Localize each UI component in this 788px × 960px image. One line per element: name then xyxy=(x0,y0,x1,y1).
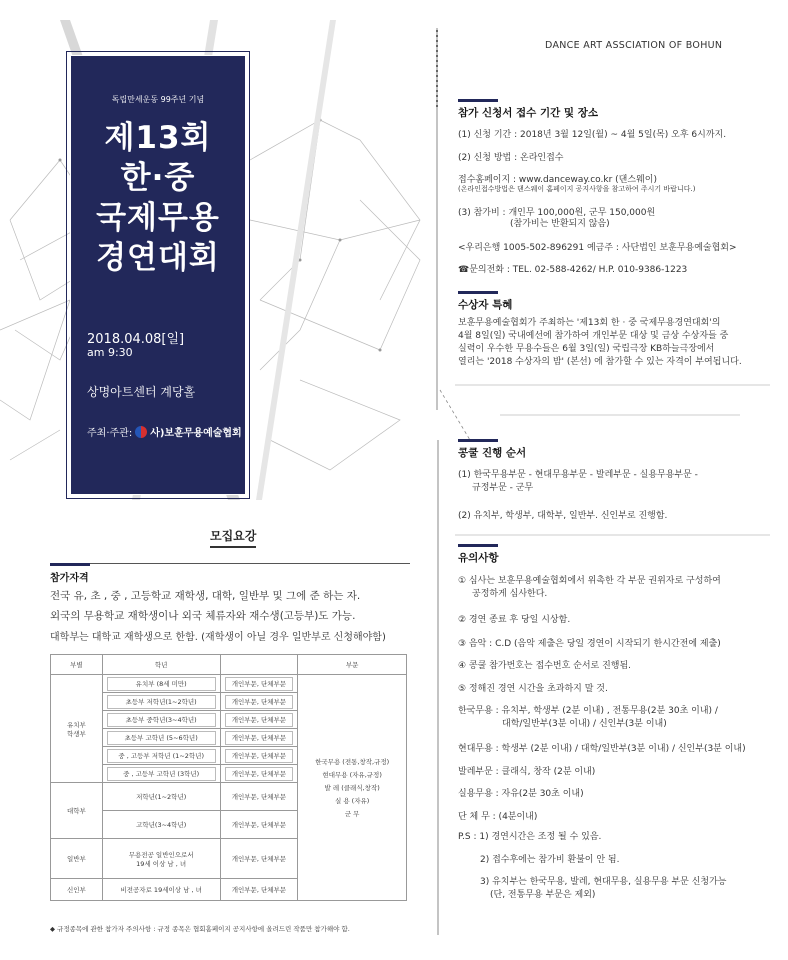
table-section-item: 현대무용 (자유,규정) xyxy=(322,771,382,779)
notes-ballet: 발레부문 : 클래식, 창작 (2분 이내) xyxy=(458,767,596,777)
table-group-kid: 유치부 학생부 xyxy=(51,675,103,783)
table-header-division: 부별 xyxy=(51,655,103,675)
host-org: 사)보훈무용예술협회 xyxy=(150,428,242,439)
table-cell-grade: 초등부 중학년(3~4학년) xyxy=(107,713,216,727)
notes-item3: ③ 음악 : C.D (음악 제출은 당일 경연이 시작되기 한시간전에 제출) xyxy=(458,639,721,649)
table-header-grade: 학년 xyxy=(102,655,220,675)
benefits-line2: 4월 8일(일) 국내예선에 참가하여 개인부문 대상 및 금상 수상자들 중 xyxy=(458,331,729,341)
table-cell-part: 개인부문, 단체부문 xyxy=(225,677,294,691)
hero-subtitle: 독립만세운동 99주년 기념 xyxy=(111,95,205,104)
table-section-item: 한국무용 (전통,창작,규정) xyxy=(315,758,390,766)
order-line1b: 규정부문 - 군무 xyxy=(472,483,534,493)
table-group-univ: 대학부 xyxy=(51,783,103,839)
application-fee: (3) 참가비 : 개인무 100,000원, 군무 150,000원 xyxy=(458,208,656,218)
notes-practical: 실용무용 : 자유(2분 30초 이내) xyxy=(458,789,584,799)
application-title: 참가 신청서 접수 기간 및 장소 xyxy=(458,107,598,119)
notes-modern: 현대무용 : 학생부 (2분 이내) / 대학/일반부(3분 이내) / 신인부(3분 이내) xyxy=(458,744,746,754)
table-cell-grade: 유치부 (8세 미만) xyxy=(107,677,216,691)
table-cell-part: 개인부문, 단체부문 xyxy=(220,839,298,879)
table-cell-grade: 중 , 고등부 고학년 (3학년) xyxy=(107,767,216,781)
recruit-title: 모집요강 xyxy=(210,527,256,548)
table-cell-grade: 초등부 고학년 (5~6학년) xyxy=(107,731,216,745)
event-date: 2018.04.08[일] xyxy=(87,332,185,347)
table-cell-grade: 초등부 저학년(1~2학년) xyxy=(107,695,216,709)
table-cell-grade: 무용전공 일반인으로서 19세 이상 남 , 녀 xyxy=(102,839,220,879)
event-host xyxy=(87,424,242,439)
table-cell-part: 개인부문, 단체부문 xyxy=(225,713,294,727)
application-period: (1) 신청 기간 : 2018년 3월 12일(월) ~ 4월 5일(목) 오후 6시까지. xyxy=(458,130,727,140)
host-label: 주최·주관: xyxy=(87,428,133,439)
table-row xyxy=(51,675,407,693)
order-title: 콩쿨 진행 순서 xyxy=(458,447,527,459)
table-group-new: 신인부 xyxy=(51,879,103,901)
table-group-general: 일반부 xyxy=(51,839,103,879)
application-contact: ☎문의전화 : TEL. 02-588-4262/ H.P. 010-9386-1223 xyxy=(458,265,688,275)
hero-title-line4: 경연대회 xyxy=(96,240,220,276)
table-cell-part: 개인부문, 단체부문 xyxy=(225,695,294,709)
application-method: (2) 신청 방법 : 온라인접수 xyxy=(458,153,564,163)
benefits-line4: 열리는 '2018 수상자의 밤' (본선) 에 참가할 수 있는 자격이 부여됩니다. xyxy=(458,357,742,367)
notes-korean-b: 대학/일반부(3분 이내) / 신인부(3분 이내) xyxy=(502,719,667,729)
table-sections xyxy=(298,675,407,901)
notes-item1: ① 심사는 보훈무용예술협회에서 위촉한 각 부문 권위자로 구성하여 xyxy=(458,576,721,586)
notes-item5: ⑤ 정해진 경연 시간을 초과하지 말 것. xyxy=(458,684,608,694)
notes-ps3: 3) 유치부는 한국무용, 발레, 현대무용, 실용무용 부문 신청가능 xyxy=(480,877,727,887)
qualification-line2: 외국의 무용학교 재학생이나 외국 체류자와 재수생(고등부)도 가능. xyxy=(50,610,356,622)
recruit-divider xyxy=(50,563,410,564)
table-cell-part: 개인부문, 단체부문 xyxy=(220,879,298,901)
table-cell-part: 개인부문, 단체부문 xyxy=(225,767,294,781)
event-venue: 상명아트센터 계당홀 xyxy=(87,385,196,399)
benefits-title: 수상자 특혜 xyxy=(458,299,513,311)
notes-ps1: P.S : 1) 경연시간은 조정 될 수 있음. xyxy=(458,832,602,842)
table-cell-part: 개인부문, 단체부문 xyxy=(225,749,294,763)
event-time: am 9:30 xyxy=(87,346,133,359)
notes-item1b: 공정하게 심사한다. xyxy=(472,589,548,599)
application-homepage[interactable]: 접수홈페이지 : www.danceway.co.kr (댄스웨이) xyxy=(458,175,657,185)
hero-title-line2: 한·중 xyxy=(120,160,196,196)
application-account: <우리은행 1005-502-896291 예금주 : 사단법인 보훈무용예술협회> xyxy=(458,243,737,253)
event-poster-card xyxy=(70,55,246,495)
notes-title: 유의사항 xyxy=(458,552,499,564)
table-cell-grade: 저학년(1~2학년) xyxy=(102,783,220,811)
order-line2: (2) 유치부, 학생부, 대학부, 일반부. 신인부로 진행함. xyxy=(458,511,668,521)
table-cell-grade: 비전공자로 19세이상 남 , 녀 xyxy=(102,879,220,901)
association-name: DANCE ART ASSCIATION OF BOHUN xyxy=(545,40,723,51)
table-section-item: 발 레 (클래식,창작) xyxy=(324,784,380,792)
hero-title-line1: 제13회 xyxy=(104,120,212,156)
notes-item2: ② 경연 종료 후 당일 시상함. xyxy=(458,615,571,625)
notes-item4: ④ 콩쿨 참가번호는 접수번호 순서로 진행됨. xyxy=(458,661,632,671)
qualification-line1: 전국 유, 초 , 중 , 고등학교 재학생, 대학, 일반부 및 그에 준 하는 자. xyxy=(50,590,361,602)
application-homepage-note: (온라인접수방법은 댄스웨이 홈페이지 공지사항을 참고하여 주시기 바랍니다.) xyxy=(458,185,696,193)
table-cell-part: 개인부문, 단체부문 xyxy=(220,783,298,811)
table-header-row xyxy=(51,655,407,675)
table-footnote: ◆ 규정종목에 관한 참가자 주의사항 : 규정 종목은 협회홈페이지 공지사항에 올려드린 작품만 참가해야 함. xyxy=(50,925,350,933)
association-logo-icon xyxy=(135,426,147,438)
benefits-line1: 보훈무용예술협회가 주최하는 '제13회 한 · 중 국제무용경연대회'의 xyxy=(458,318,721,328)
table-section-item: 군 무 xyxy=(344,810,360,818)
notes-ps2: 2) 접수후에는 참가비 환불이 안 됨. xyxy=(480,855,620,865)
table-cell-part: 개인부문, 단체부문 xyxy=(225,731,294,745)
table-cell-grade: 중 , 고등부 저학년 (1~2학년) xyxy=(107,749,216,763)
table-header-blank xyxy=(220,655,298,675)
notes-korean: 한국무용 : 유치부, 학생부 (2분 이내) , 전통무용(2분 30초 이내) / xyxy=(458,706,718,716)
table-cell-grade: 고학년(3~4학년) xyxy=(102,811,220,839)
table-header-section: 부문 xyxy=(298,655,407,675)
application-fee-note: (참가비는 반환되지 않음) xyxy=(510,219,610,229)
table-cell-part: 개인부문, 단체부문 xyxy=(220,811,298,839)
qualification-title: 참가자격 xyxy=(50,569,89,584)
division-table xyxy=(50,654,407,901)
order-line1: (1) 한국무용부문 - 현대무용부문 - 발레부문 - 실용무용부문 - xyxy=(458,470,698,480)
hero-title-line3: 국제무용 xyxy=(96,200,220,236)
qualification-line3: 대학부는 대학교 재학생으로 한함. (재학생이 아닐 경우 일반부로 신청해야함) xyxy=(50,632,386,643)
notes-group: 단 체 무 : (4분이내) xyxy=(458,812,538,822)
table-section-item: 실 용 (자유) xyxy=(334,797,370,805)
notes-ps3b: (단, 전통무용 부문은 제외) xyxy=(490,890,596,900)
benefits-line3: 실력이 우수한 무용수들은 6월 3일(일) 국립극장 KB하늘극장에서 xyxy=(458,344,715,354)
